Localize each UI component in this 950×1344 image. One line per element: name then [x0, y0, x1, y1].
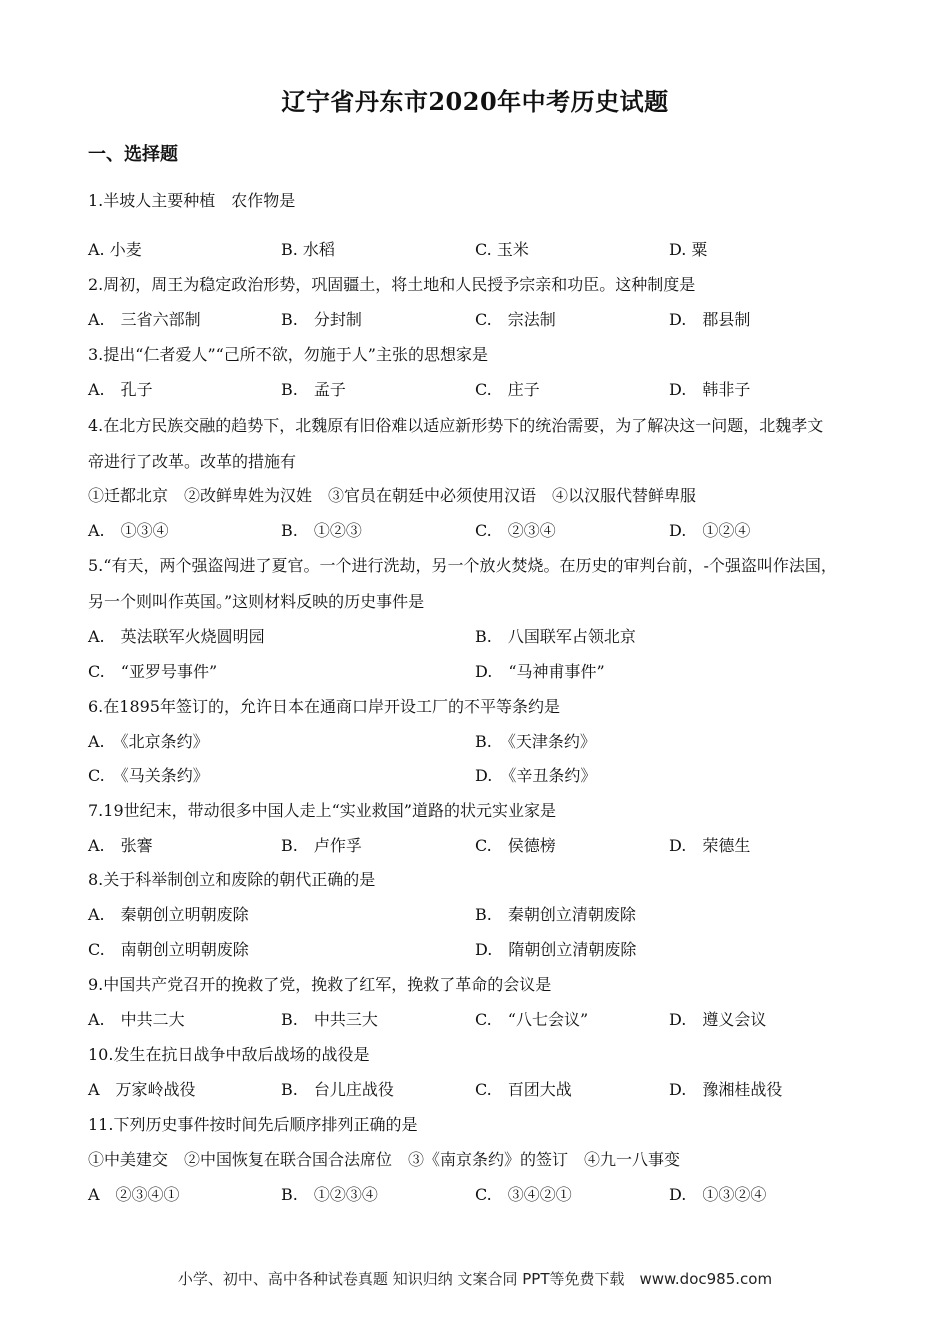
q11-option-d: D. ①③②④ [669, 1185, 767, 1204]
question-11-items: ①中美建交 ②中国恢复在联合国合法席位 ③《南京条约》的签订 ④九一八事变 [88, 1150, 681, 1169]
question-5-stem-line2: 另一个则叫作英国。”这则材料反映的历史事件是 [88, 592, 425, 611]
question-8-stem: 8.关于科举制创立和废除的朝代正确的是 [88, 870, 376, 889]
q9-option-b: B. 中共三大 [281, 1010, 378, 1029]
q4-option-d: D. ①②④ [669, 521, 751, 540]
q9-option-d: D. 遵义会议 [669, 1010, 767, 1029]
q1-option-c: C. 玉米 [475, 240, 529, 259]
q1-option-d: D. 粟 [669, 240, 708, 259]
question-4-stem-line1: 4.在北方民族交融的趋势下，北魏原有旧俗难以适应新形势下的统治需要，为了解决这一问题，北魏孝文 [88, 416, 824, 435]
q6-option-a: A. 《北京条约》 [88, 732, 209, 751]
q1-option-b: B. 水稻 [281, 240, 335, 259]
q11-option-b: B. ①②③④ [281, 1185, 378, 1204]
q10-option-a: A 万家岭战役 [88, 1080, 196, 1099]
question-7-stem: 7.19世纪末，带动很多中国人走上“实业救国”道路的状元实业家是 [88, 801, 556, 820]
question-4-stem-line2: 帝进行了改革。改革的措施有 [88, 452, 297, 471]
section-heading: 一、选择题 [88, 144, 178, 165]
question-2-stem: 2.周初，周王为稳定政治形势，巩固疆土，将土地和人民授予宗亲和功臣。这种制度是 [88, 275, 696, 294]
q7-option-b: B. 卢作孚 [281, 836, 362, 855]
question-10-stem: 10.发生在抗日战争中敌后战场的战役是 [88, 1045, 370, 1064]
q4-option-c: C. ②③④ [475, 521, 556, 540]
q7-option-d: D. 荣德生 [669, 836, 751, 855]
q7-option-c: C. 侯德榜 [475, 836, 556, 855]
question-11-stem: 11.下列历史事件按时间先后顺序排列正确的是 [88, 1115, 418, 1134]
q3-option-d: D. 韩非子 [669, 380, 751, 399]
question-1-stem: 1.半坡人主要种植 农作物是 [88, 191, 296, 210]
question-4-items: ①迁都北京 ②改鲜卑姓为汉姓 ③官员在朝廷中必须使用汉语 ④以汉服代替鲜卑服 [88, 486, 697, 505]
q6-option-b: B. 《天津条约》 [475, 732, 596, 751]
q4-option-a: A. ①③④ [88, 521, 169, 540]
q3-option-c: C. 庄子 [475, 380, 540, 399]
q8-option-c: C. 南朝创立明朝废除 [88, 940, 249, 959]
q5-option-a: A. 英法联军火烧圆明园 [88, 627, 265, 646]
q10-option-b: B. 台儿庄战役 [281, 1080, 394, 1099]
q6-option-d: D. 《辛丑条约》 [475, 766, 597, 785]
q10-option-d: D. 豫湘桂战役 [669, 1080, 783, 1099]
q8-option-a: A. 秦朝创立明朝废除 [88, 905, 249, 924]
question-5-stem-line1: 5.“有天，两个强盗闯进了夏官。一个进行洗劫，另一个放火焚烧。在历史的审判台前，-个强盗叫作法国， [88, 556, 837, 575]
q4-option-b: B. ①②③ [281, 521, 362, 540]
q2-option-a: A. 三省六部制 [88, 310, 201, 329]
q2-option-b: B. 分封制 [281, 310, 362, 329]
q9-option-a: A. 中共二大 [88, 1010, 185, 1029]
q6-option-c: C. 《马关条约》 [88, 766, 209, 785]
q3-option-a: A. 孔子 [88, 380, 153, 399]
page-footer: 小学、初中、高中各种试卷真题 知识归纳 文案合同 PPT等免费下载 www.doc985.com [177, 1270, 773, 1288]
page-title: 辽宁省丹东市2020年中考历史试题 [281, 87, 669, 116]
q5-option-c: C. “亚罗号事件” [88, 662, 218, 681]
q2-option-c: C. 宗法制 [475, 310, 556, 329]
q11-option-c: C. ③④②① [475, 1185, 572, 1204]
q2-option-d: D. 郡县制 [669, 310, 751, 329]
question-3-stem: 3.提出“仁者爱人”“己所不欲，勿施于人”主张的思想家是 [88, 345, 488, 364]
q9-option-c: C. “八七会议” [475, 1010, 589, 1029]
q5-option-b: B. 八国联军占领北京 [475, 627, 636, 646]
question-9-stem: 9.中国共产党召开的挽救了党，挽救了红军，挽救了革命的会议是 [88, 975, 552, 994]
q3-option-b: B. 孟子 [281, 380, 346, 399]
q5-option-d: D. “马神甫事件” [475, 662, 605, 681]
question-6-stem: 6.在1895年签订的，允许日本在通商口岸开设工厂的不平等条约是 [88, 697, 560, 716]
q8-option-d: D. 隋朝创立清朝废除 [475, 940, 637, 959]
q1-option-a: A. 小麦 [88, 240, 142, 259]
q8-option-b: B. 秦朝创立清朝废除 [475, 905, 636, 924]
q11-option-a: A ②③④① [88, 1185, 180, 1204]
q7-option-a: A. 张謇 [88, 836, 153, 855]
q10-option-c: C. 百团大战 [475, 1080, 572, 1099]
